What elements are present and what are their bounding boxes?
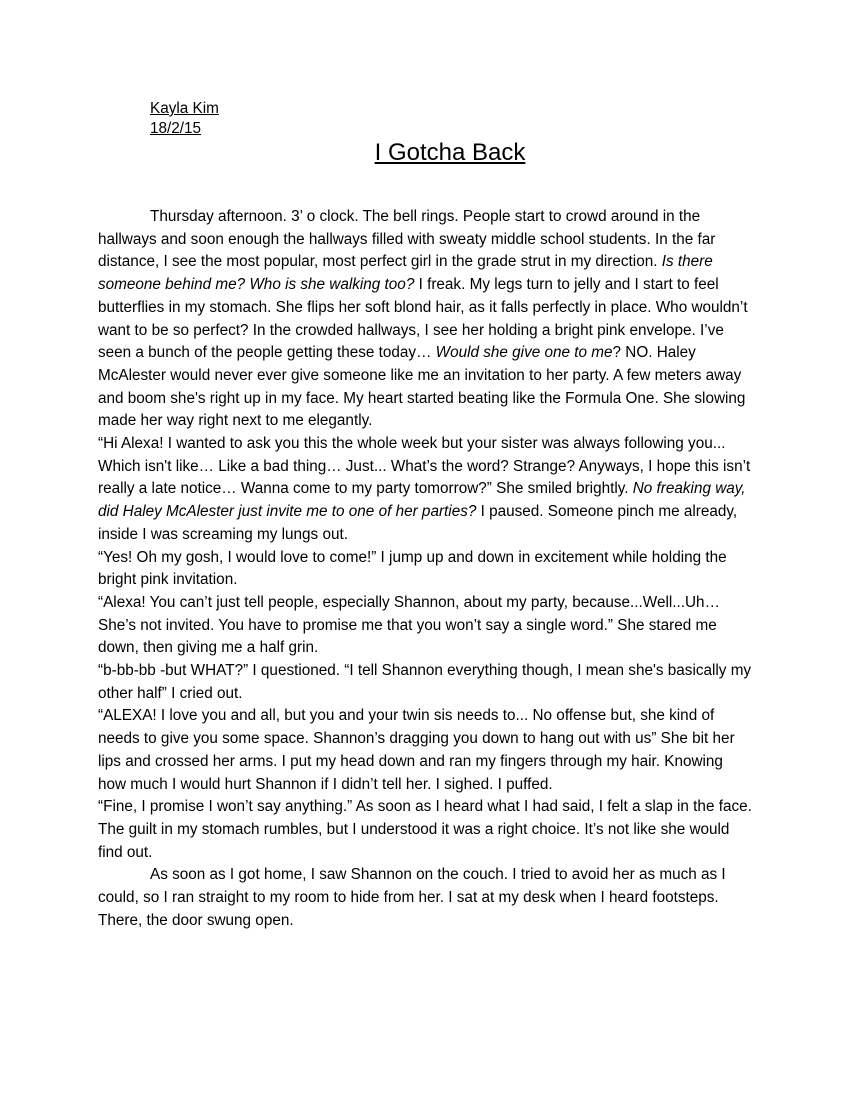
document-date: 18/2/15 — [150, 120, 202, 137]
text-run: Thursday afternoon. 3’ o clock. The bell rings. People start to crowd around in the hallways and soon enough the hallways filled with sweaty middle school students. In the far distance, I see the most popular, most perfect girl in the grade strut in my direction. — [98, 208, 716, 271]
italic-text-run: Is there someone behind me? Who is she walking too? — [98, 253, 713, 294]
italic-text-run: Would she give one to me — [435, 344, 613, 362]
paragraph — [98, 547, 753, 592]
paragraph — [98, 433, 753, 547]
text-run: ? NO. Haley McAlester would never ever give someone like me an invitation to her party. A few meters away and boom she's right up in my face. My heart started beating like the Formula One. She slowing made her way right next to me elegantly. — [98, 344, 746, 430]
paragraph — [98, 592, 753, 660]
text-run: “Alexa! You can’t just tell people, especially Shannon, about my party, because...Well...Uh…She’s not invited. You have to promise me that you won’t say a single word.” She stared me down, then giving me a half grin. — [98, 593, 720, 657]
document-title: I Gotcha Back — [374, 139, 526, 166]
text-run: “Fine, I promise I won’t say anything.” As soon as I heard what I had said, I felt a slap in the face. The guilt in my stomach rumbles, but I understood it was a right choice. It’s not like she would find out. — [98, 798, 752, 861]
text-run: “Hi Alexa! I wanted to ask you this the whole week but your sister was always following you... Which isn't like… Like a bad thing… Just... What’s the word? Strange? Anyways, I hope this isn’t really a late notice… Wanna come to my party tomorrow?” She smiled brightly. — [98, 435, 751, 498]
text-run: As soon as I got home, I saw Shannon on the couch. I tried to avoid her as much as I could, so I ran straight to my room to hide from her. I sat at my desk when I heard footsteps. There, the door swung open. — [98, 866, 726, 929]
text-run: “ALEXA! I love you and all, but you and your twin sis needs to... No offense but, she kind of needs to give you some space. Shannon’s dragging you down to hang out with us” She bit her lips and crossed her arms. I put my head down and ran my fingers through my hair. Knowing how much I would hurt Shannon if I didn’t tell her. I sighed. I puffed. — [98, 707, 735, 793]
author-name: Kayla Kim — [150, 100, 219, 117]
paragraph — [98, 705, 753, 796]
story-body — [98, 206, 753, 933]
text-run: I freak. My legs turn to jelly and I start to feel butterflies in my stomach. She flips her soft blond hair, as it falls perfectly in place. Who wouldn’t want to be so perfect? In the crowded hallways, I see her holding a bright pink envelope. I’ve seen a bunch of the people getting these today… — [98, 276, 748, 362]
text-run: “b-bb-bb -but WHAT?” I questioned. “I tell Shannon everything though, I mean she's basically my other half” I cried out. — [98, 662, 752, 702]
document-heading — [150, 99, 219, 139]
italic-text-run: No freaking way, did Haley McAlester just invite me to one of her parties? — [98, 480, 746, 521]
text-run: “Yes! Oh my gosh, I would love to come!” I jump up and down in excitement while holding the bright pink invitation. — [98, 548, 727, 589]
paragraph — [98, 206, 753, 433]
paragraph — [98, 660, 753, 705]
text-run: I paused. Someone pinch me already, inside I was screaming my lungs out. — [98, 503, 738, 543]
paragraph — [98, 864, 753, 932]
paragraph — [98, 796, 753, 864]
